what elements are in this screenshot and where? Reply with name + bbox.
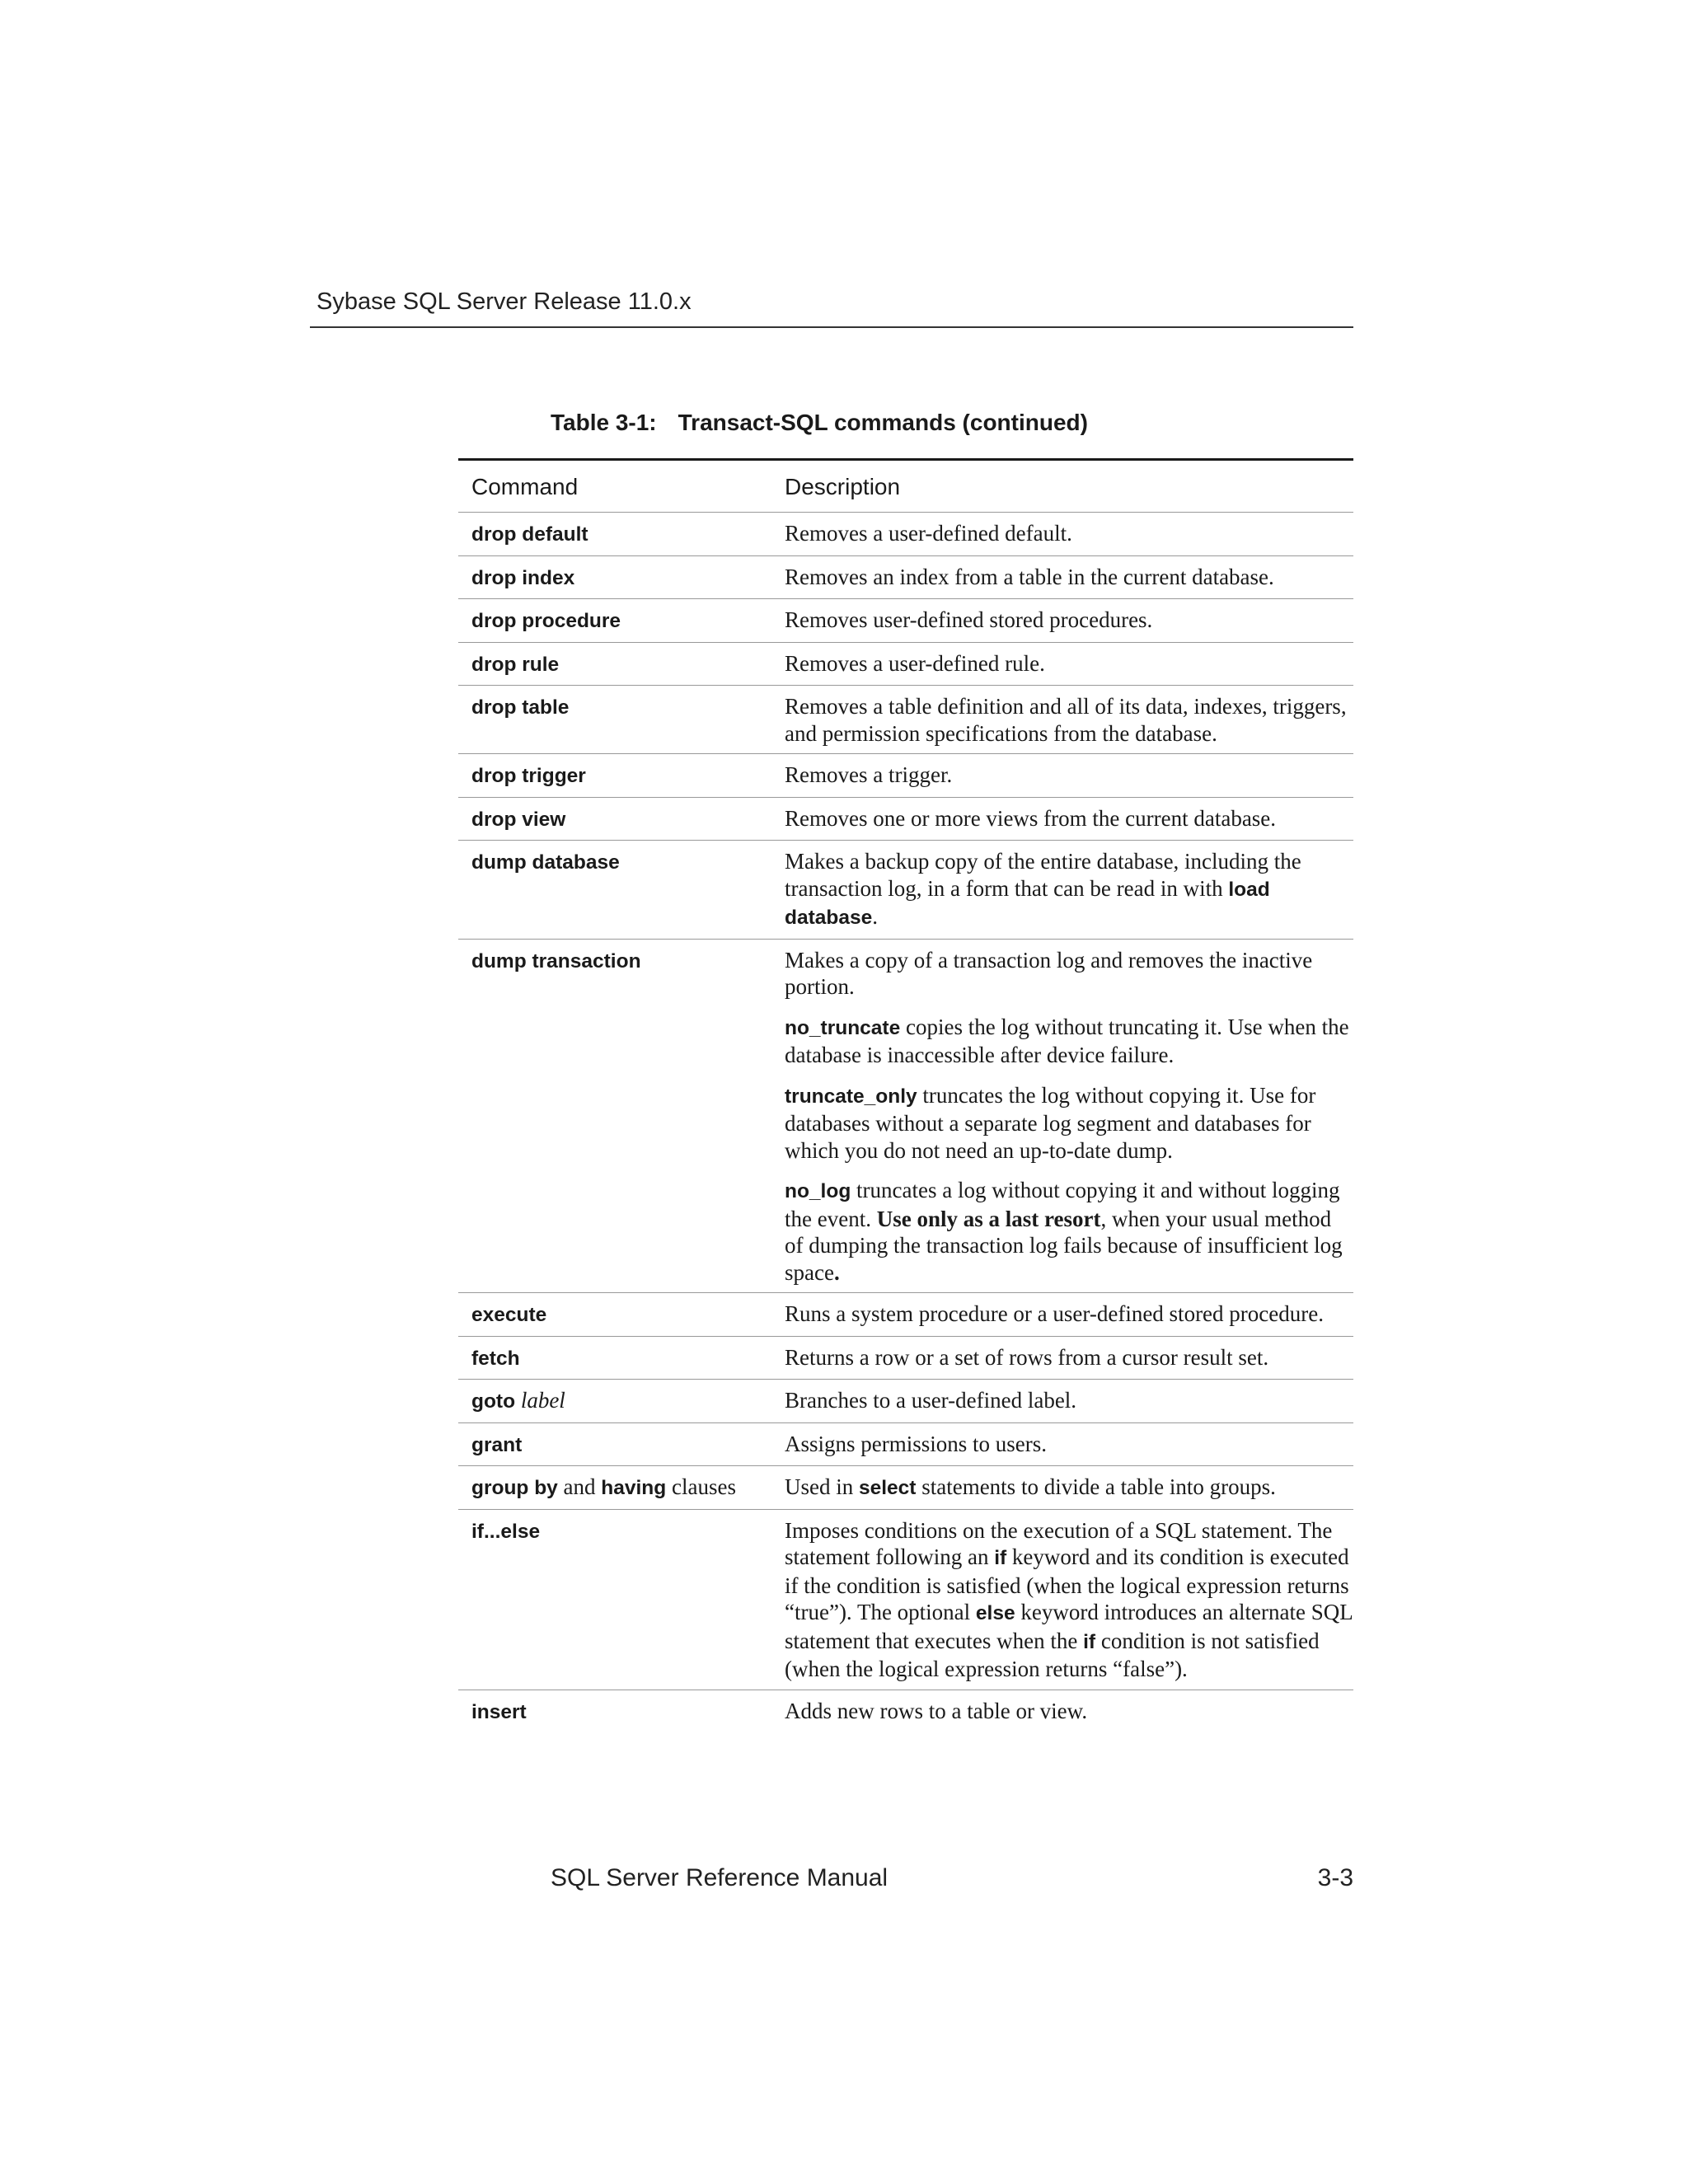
command-keyword: fetch: [471, 1347, 520, 1370]
emphasis-text: Use only as a last resort: [876, 1206, 1101, 1231]
emphasis-text: .: [833, 1259, 840, 1285]
text-run: Removes a table definition and all of its data, indexes, triggers, and permission specifications from the database.: [785, 694, 1347, 746]
description-paragraph: [785, 1177, 1353, 1286]
table-row: [458, 841, 1353, 940]
command-keyword: drop view: [471, 808, 566, 831]
table-row: [458, 1466, 1353, 1510]
description-paragraph: [785, 1431, 1353, 1458]
text-run: Makes a copy of a transaction log and removes the inactive portion.: [785, 947, 1313, 999]
text-run: statements to divide a table into groups.: [916, 1474, 1276, 1499]
text-run: , when your usual method of dumping the transaction log fails because of insufficient log space: [785, 1206, 1343, 1285]
description-paragraph: [785, 1082, 1353, 1165]
table-body: [458, 513, 1353, 1733]
description-cell: [771, 555, 1353, 599]
description-cell: [771, 1466, 1353, 1510]
description-cell: [771, 1422, 1353, 1466]
command-cell: [458, 555, 771, 599]
command-cell: [458, 841, 771, 940]
description-paragraph: [785, 848, 1353, 932]
text-run: Removes a trigger.: [785, 762, 953, 787]
table-row: [458, 797, 1353, 841]
description-cell: [771, 1509, 1353, 1690]
text-run: clauses: [666, 1474, 736, 1499]
text-run: .: [872, 904, 878, 929]
commands-table: [458, 458, 1353, 1732]
command-cell: [458, 754, 771, 798]
running-header: Sybase SQL Server Release 11.0.x: [316, 288, 692, 315]
description-paragraph: [785, 1301, 1353, 1328]
command-keyword: having: [601, 1477, 667, 1499]
inline-keyword: if: [994, 1547, 1007, 1569]
text-run: Removes user-defined stored procedures.: [785, 607, 1153, 632]
description-paragraph: [785, 1474, 1353, 1502]
command-keyword: if...else: [471, 1520, 541, 1543]
description-paragraph: [785, 1698, 1353, 1725]
command-keyword: goto: [471, 1390, 516, 1413]
description-paragraph: [785, 762, 1353, 789]
description-paragraph: [785, 693, 1353, 747]
command-keyword: insert: [471, 1700, 527, 1723]
description-paragraph: [785, 805, 1353, 832]
table-row: [458, 754, 1353, 798]
text-run: Makes a backup copy of the entire database, including the transaction log, in a form that can be read in with: [785, 849, 1301, 901]
description-cell: [771, 686, 1353, 754]
text-run: truncates a log without copying it and without logging the event.: [785, 1178, 1340, 1231]
description-paragraph: [785, 607, 1353, 634]
command-keyword: drop default: [471, 523, 588, 546]
description-paragraph: [785, 564, 1353, 591]
command-cell: [458, 797, 771, 841]
command-cell: [458, 1690, 771, 1732]
text-run: Runs a system procedure or a user-defined stored procedure.: [785, 1301, 1324, 1326]
command-keyword: dump database: [471, 851, 620, 874]
text-run: Branches to a user-defined label.: [785, 1388, 1077, 1413]
table-row: [458, 939, 1353, 1293]
description-cell: [771, 1380, 1353, 1423]
command-cell: [458, 642, 771, 686]
command-cell: [458, 1509, 771, 1690]
inline-keyword: no_truncate: [785, 1016, 901, 1039]
description-cell: [771, 939, 1353, 1293]
column-header-command: Command: [458, 460, 771, 513]
description-cell: [771, 1690, 1353, 1732]
inline-keyword: truncate_only: [785, 1085, 917, 1108]
command-keyword: drop table: [471, 696, 570, 719]
text-run: Removes a user-defined default.: [785, 521, 1072, 546]
description-paragraph: [785, 1014, 1353, 1069]
command-cell: [458, 686, 771, 754]
text-run: Imposes conditions on the execution of a SQL statement. The statement following an: [785, 1517, 1333, 1569]
description-paragraph: [785, 1387, 1353, 1414]
command-cell: [458, 1466, 771, 1510]
command-cell: [458, 939, 771, 1293]
table-caption: [551, 410, 1088, 436]
text-run: truncates the log without copying it. Use for databases without a separate log segment and databases for which you do not need an up-to-date dump.: [785, 1082, 1316, 1163]
table-row: [458, 1336, 1353, 1380]
text-run: keyword and its condition is executed if the condition is satisfied (when the logical expression returns “true”). The optional: [785, 1544, 1349, 1624]
text-run: keyword introduces an alternate SQL statement that executes when the: [785, 1600, 1353, 1653]
command-keyword: dump transaction: [471, 949, 641, 972]
table-row: [458, 599, 1353, 643]
table-row: [458, 513, 1353, 556]
inline-keyword: else: [975, 1602, 1015, 1624]
text-run: copies the log without truncating it. Use when the database is inaccessible after device failure.: [785, 1014, 1349, 1067]
command-keyword: drop procedure: [471, 610, 621, 632]
text-run: [515, 1388, 521, 1413]
command-cell: [458, 1380, 771, 1423]
footer-manual-title: SQL Server Reference Manual: [551, 1864, 889, 1891]
italic-placeholder: label: [520, 1388, 565, 1413]
text-run: condition is not satisfied (when the logical expression returns “false”).: [785, 1628, 1320, 1681]
description-cell: [771, 1336, 1353, 1380]
text-run: Returns a row or a set of rows from a cursor result set.: [785, 1344, 1269, 1370]
table-row: [458, 686, 1353, 754]
text-run: Adds new rows to a table or view.: [785, 1698, 1088, 1723]
command-keyword: grant: [471, 1433, 523, 1456]
command-cell: [458, 1293, 771, 1337]
description-paragraph: [785, 947, 1353, 1001]
description-cell: [771, 754, 1353, 798]
table-header-row: [458, 460, 1353, 513]
text-run: Removes one or more views from the current database.: [785, 805, 1277, 831]
text-run: Removes an index from a table in the current database.: [785, 564, 1274, 589]
description-cell: [771, 1293, 1353, 1337]
description-cell: [771, 797, 1353, 841]
table-row: [458, 1380, 1353, 1423]
header-rule: [310, 326, 1353, 328]
column-header-description: Description: [771, 460, 1353, 513]
description-cell: [771, 599, 1353, 643]
description-paragraph: [785, 650, 1353, 677]
description-cell: [771, 642, 1353, 686]
command-keyword: group by: [471, 1477, 558, 1499]
table-row: [458, 1422, 1353, 1466]
table-row: [458, 1690, 1353, 1732]
description-paragraph: [785, 1344, 1353, 1371]
table-row: [458, 642, 1353, 686]
command-keyword: drop index: [471, 566, 575, 589]
table-row: [458, 555, 1353, 599]
command-keyword: execute: [471, 1304, 547, 1326]
footer-page-number: 3-3: [1317, 1864, 1353, 1891]
command-keyword: drop rule: [471, 653, 560, 676]
inline-keyword: if: [1083, 1630, 1096, 1653]
table-caption-label: Table 3-1:: [551, 410, 657, 435]
description-cell: [771, 841, 1353, 940]
command-cell: [458, 1422, 771, 1466]
command-cell: [458, 513, 771, 556]
table-row: [458, 1293, 1353, 1337]
table-caption-title: Transact-SQL commands (continued): [678, 410, 1088, 435]
inline-keyword: load database: [785, 878, 1270, 929]
inline-keyword: select: [859, 1477, 917, 1499]
text-run: Used in: [785, 1474, 859, 1499]
inline-keyword: no_log: [785, 1180, 851, 1202]
table-row: [458, 1509, 1353, 1690]
description-cell: [771, 513, 1353, 556]
command-cell: [458, 1336, 771, 1380]
text-run: Removes a user-defined rule.: [785, 650, 1045, 676]
command-cell: [458, 599, 771, 643]
description-paragraph: [785, 1517, 1353, 1683]
text-run: and: [557, 1474, 602, 1499]
text-run: Assigns permissions to users.: [785, 1431, 1048, 1456]
command-keyword: drop trigger: [471, 765, 586, 787]
description-paragraph: [785, 520, 1353, 547]
